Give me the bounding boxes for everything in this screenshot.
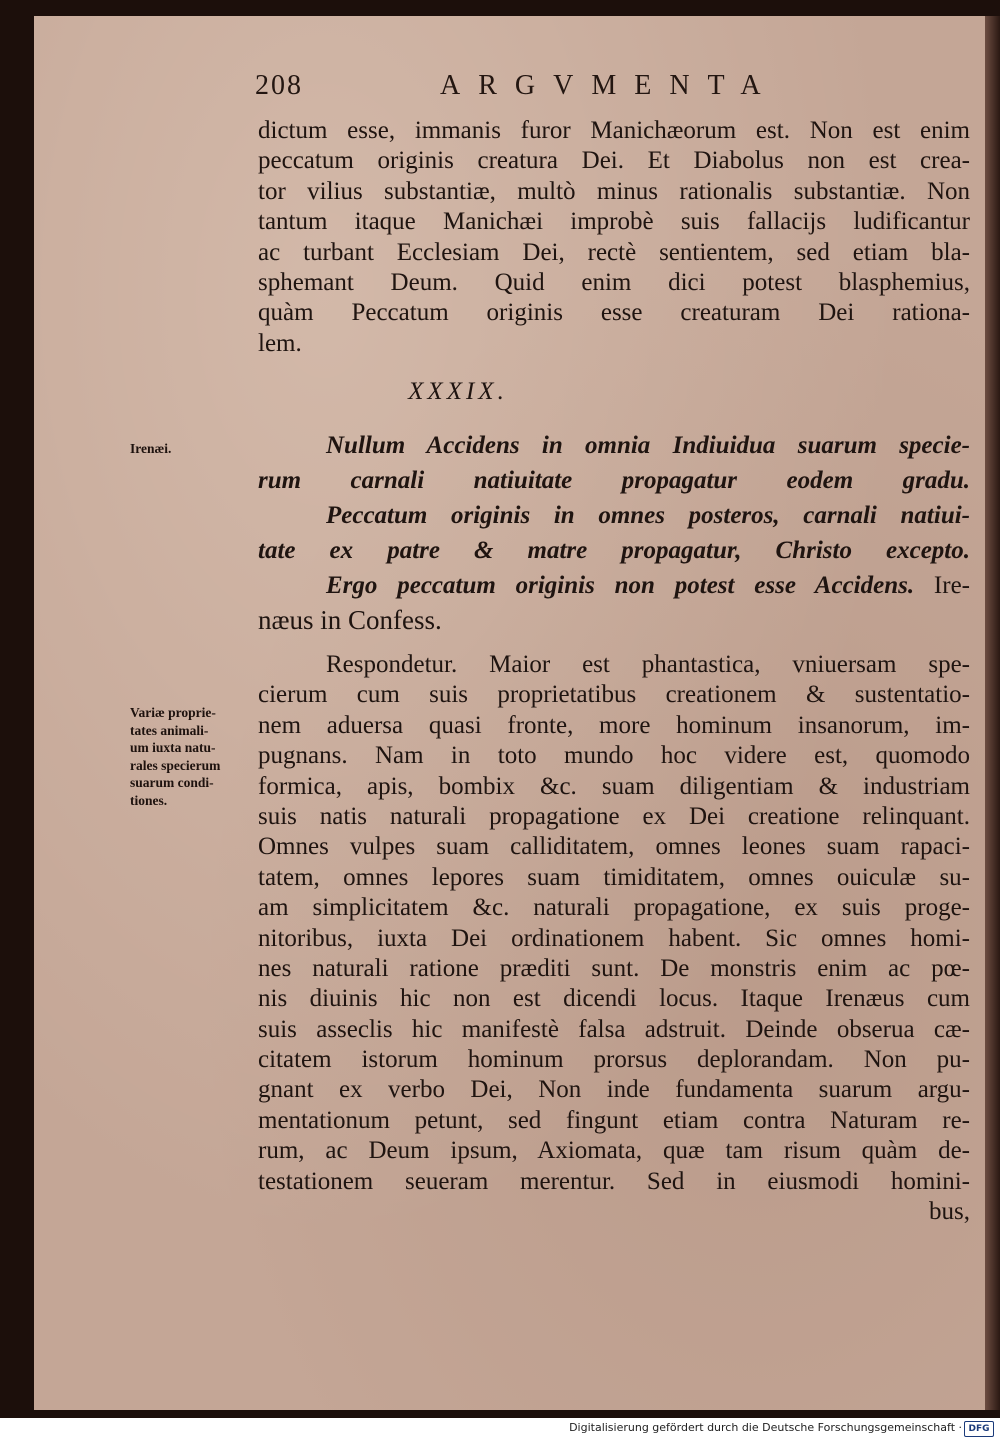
funding-credit: Digitalisierung gefördert durch die Deutsche Forschungsgemeinschaft ·: [569, 1421, 962, 1434]
catchword: bus,: [929, 1198, 970, 1226]
page-number: 208: [255, 70, 303, 101]
text-line: nem aduersa quasi fronte, more hominum insanorum, im-: [258, 711, 970, 739]
minor-premise-line: Peccatum originis in omnes posteros, carnali natiui-: [326, 502, 970, 529]
paragraph-continued: [258, 116, 970, 359]
marginal-note-properties: [130, 704, 220, 809]
text-line: mentationum petunt, sed fingunt etiam contra Naturam re-: [258, 1106, 970, 1134]
text-line: tantum itaque Manichæi improbè suis fallacijs ludificantur: [258, 208, 970, 236]
conclusion-line: [258, 568, 970, 603]
text-line: peccatum originis creatura Dei. Et Diabolus non est crea-: [258, 147, 970, 175]
text-line: lem.: [258, 329, 302, 357]
minor-premise-line: tate ex patre & matre propagatur, Christo excepto.: [258, 537, 970, 564]
page-edge: [985, 16, 1000, 1410]
text-line: Omnes vulpes suam calliditatem, omnes leones suam rapaci-: [258, 833, 970, 861]
text-line: cierum cum suis proprietatibus creationem & sustentatio-: [258, 681, 970, 709]
marginal-text: Irenæi.: [130, 441, 172, 456]
marginal-line: tiones.: [130, 792, 168, 808]
text-line: dictum esse, immanis furor Manichæorum est. Non est enim: [258, 117, 970, 144]
major-premise-line: rum carnali natiuitate propagatur eodem gradu.: [258, 467, 970, 494]
running-title: ARGVMENTA: [440, 70, 779, 101]
marginal-note-irenaeus: [130, 440, 171, 458]
running-head: [255, 70, 955, 110]
text-line: tatem, omnes lepores suam timiditatem, omnes ouiculæ su-: [258, 863, 970, 891]
footer-bar: [0, 1418, 1000, 1440]
major-premise-line: Nullum Accidens in omnia Indiuidua suarum specie-: [326, 432, 970, 459]
marginal-line: tates animali-: [130, 722, 209, 738]
marginal-line: rales specierum: [130, 757, 221, 773]
section-number: XXXIX.: [408, 378, 508, 405]
marginal-line: um iuxta natu-: [130, 740, 216, 755]
conclusion-text: Ergo peccatum originis non potest esse Accidens.: [326, 572, 915, 599]
dfg-logo: DFG: [964, 1421, 994, 1437]
text-line: nis diuinis hic non est dicendi locus. Itaque Irenæus cum: [258, 985, 970, 1013]
text-line: suis natis naturali propagatione ex Dei creatione relinquant.: [258, 802, 970, 830]
text-line: gnant ex verbo Dei, Non inde fundamenta suarum argu-: [258, 1076, 970, 1104]
text-line: ac turbant Ecclesiam Dei, rectè sentientem, sed etiam bla-: [258, 238, 970, 266]
text-line: nes naturali ratione præditi sunt. De monstris enim ac pœ-: [258, 954, 970, 982]
text-line: pugnans. Nam in toto mundo hoc videre est, quomodo: [258, 742, 970, 770]
text-line: suis asseclis hic manifestè falsa adstruit. Deinde obserua cæ-: [258, 1015, 970, 1043]
attribution-line: næus in Confess.: [258, 605, 442, 635]
paragraph-response: [258, 650, 970, 1227]
syllogism: [258, 428, 970, 638]
text-line: formica, apis, bombix &c. suam diligentiam & industriam: [258, 772, 970, 800]
text-line: Respondetur. Maior est phantastica, vniuersam spe-: [326, 651, 970, 678]
text-line: testationem seueram merentur. Sed in eiusmodi homini-: [258, 1167, 970, 1195]
text-line: am simplicitatem &c. naturali propagatione, ex suis proge-: [258, 894, 970, 922]
marginal-line: suarum condi-: [130, 775, 214, 790]
text-line: quàm Peccatum originis esse creaturam Dei rationa-: [258, 299, 970, 327]
text-line: rum, ac Deum ipsum, Axiomata, quæ tam risum quàm de-: [258, 1137, 970, 1165]
text-line: tor vilius substantiæ, multò minus rationalis substantiæ. Non: [258, 177, 970, 205]
marginal-line: Variæ proprie-: [130, 705, 216, 720]
text-line: sphemant Deum. Quid enim dici potest blasphemius,: [258, 268, 970, 296]
text-line: citatem istorum hominum prorsus deplorandam. Non pu-: [258, 1046, 970, 1074]
conclusion-tail: Ire-: [933, 572, 970, 599]
text-line: nitoribus, iuxta Dei ordinationem habent. Sic omnes homi-: [258, 924, 970, 952]
